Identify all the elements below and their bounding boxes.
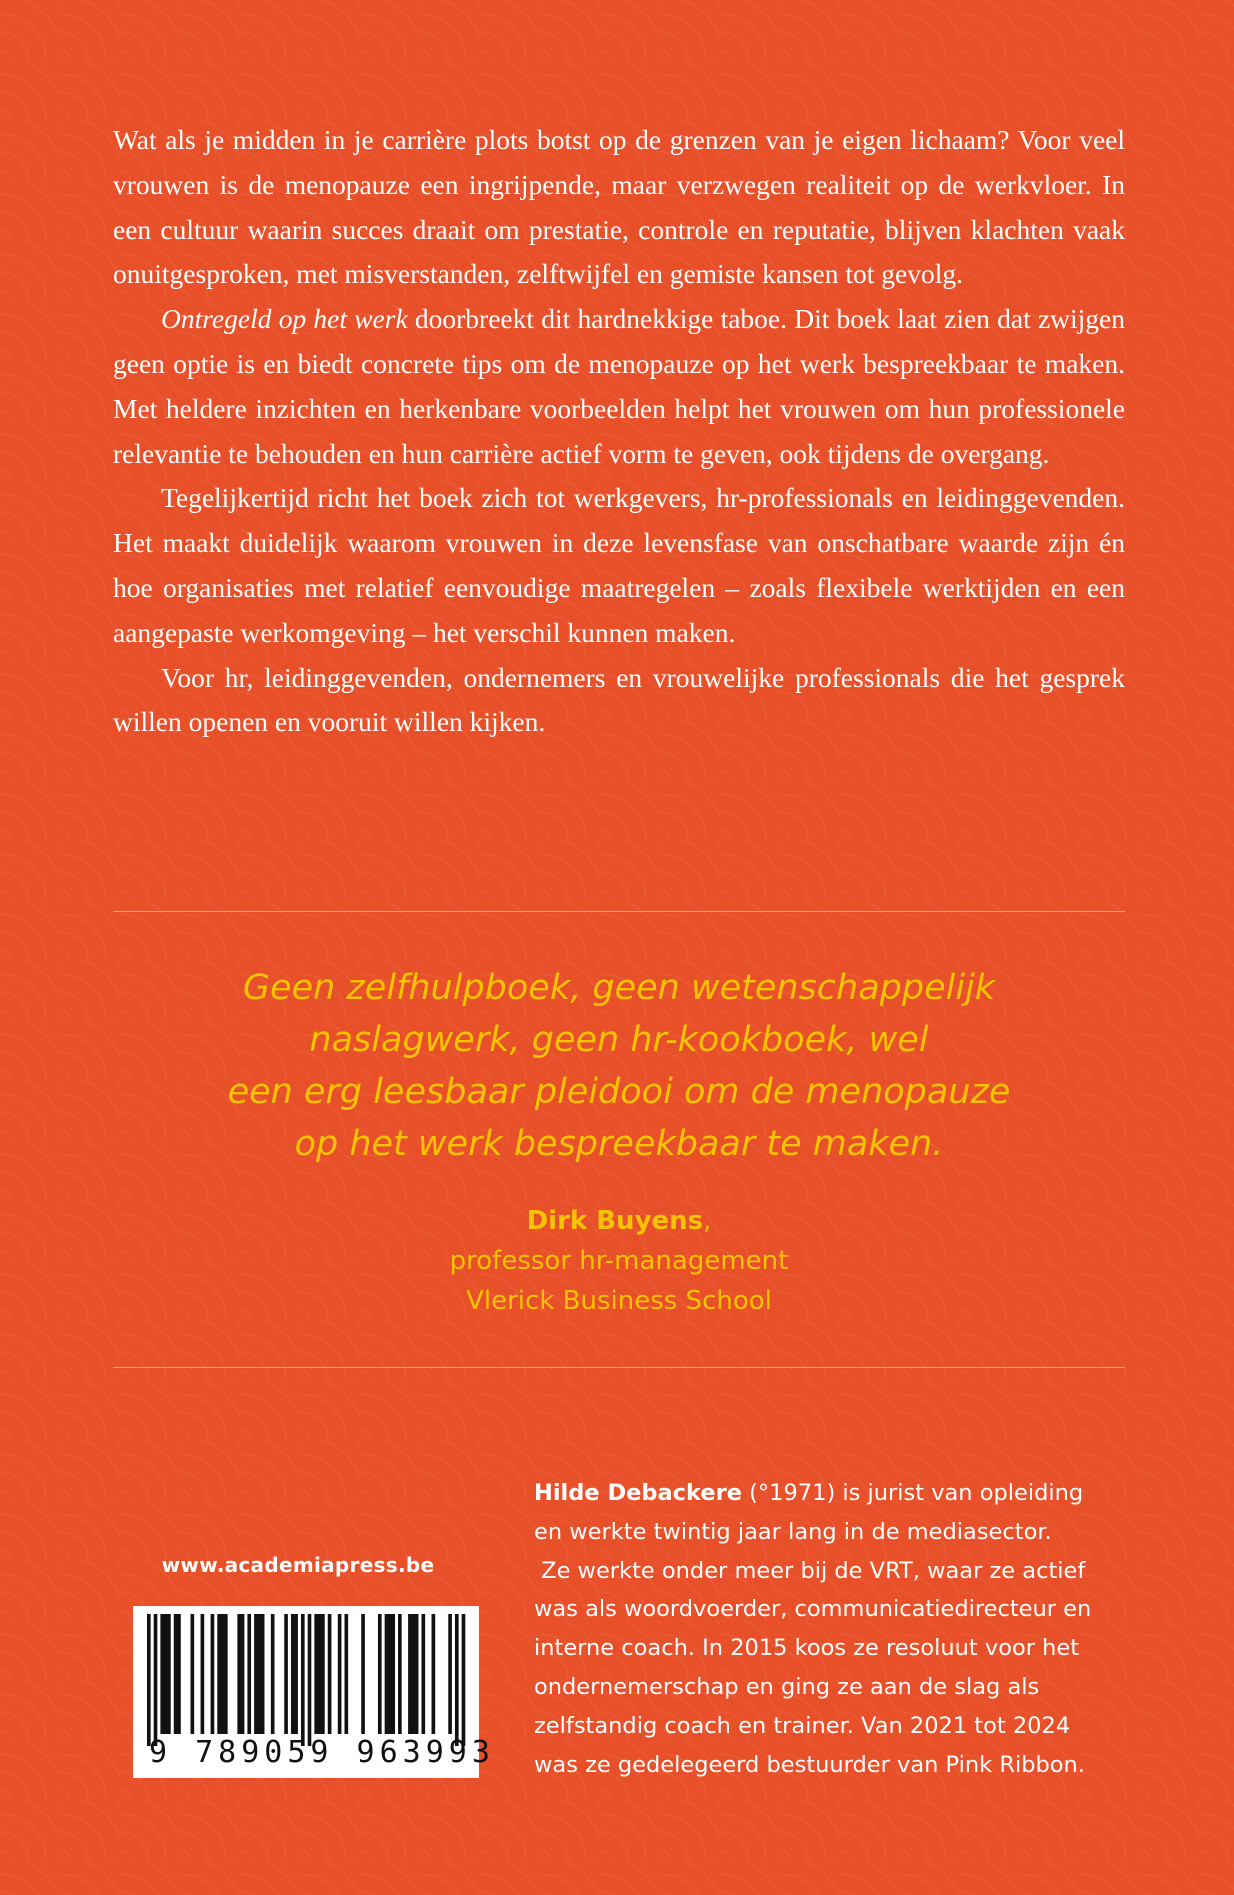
blurb-paragraph-3: Tegelijkertijd richt het boek zich tot werkgevers, hr-professionals en leidinggevenden. Het maakt duidelijk waarom vrouwen in deze levensfase van onschatbare waarde zijn én hoe organisaties met relatief eenvoudige maatregelen – zoals flexibele werktijden en een aangepaste werkomgeving – het verschil kunnen maken. bbox=[113, 482, 1125, 648]
author-name: Hilde Debackere bbox=[534, 1480, 742, 1506]
barcode-bar bbox=[254, 1614, 258, 1734]
blurb-text bbox=[113, 118, 1125, 745]
barcode-bar bbox=[201, 1614, 205, 1734]
quote-line-4: op het werk bespreekbaar te maken. bbox=[294, 1124, 944, 1164]
bio-line: was ze gedelegeerd bestuurder van Pink Ribbon. bbox=[534, 1751, 1085, 1778]
bio-line: was als woordvoerder, communicatiedirecteur en bbox=[534, 1596, 1092, 1623]
barcode-bar bbox=[221, 1614, 225, 1734]
barcode-bar bbox=[421, 1614, 425, 1734]
endorsement-quote bbox=[113, 962, 1125, 1170]
barcode-bar bbox=[432, 1614, 436, 1734]
barcode-bar bbox=[164, 1614, 168, 1734]
barcode-bar bbox=[314, 1614, 318, 1734]
barcode-bar bbox=[271, 1614, 275, 1734]
barcode-bar bbox=[237, 1614, 241, 1734]
barcode-bar bbox=[455, 1614, 459, 1746]
barcode-bar bbox=[301, 1614, 305, 1746]
blurb-paragraph-2 bbox=[113, 297, 1125, 476]
barcode-bar bbox=[448, 1614, 452, 1734]
blurb-paragraph-1: Wat als je midden in je carrière plots botst op de grenzen van je eigen lichaam? Voor veel vrouwen is de menopauze een ingrijpende, maar verzwegen realiteit op de werkvloer. In een cultuur waarin succes draait om prestatie, controle en reputatie, blijven klachten vaak onuitgesproken, met misverstanden, zelftwijfel en gemiste kansen tot gevolg. bbox=[113, 124, 1125, 290]
barcode-bar bbox=[160, 1614, 164, 1734]
barcode-bar bbox=[378, 1614, 382, 1734]
barcode-bar bbox=[361, 1614, 365, 1734]
barcode-bar bbox=[291, 1614, 295, 1734]
barcode-bar bbox=[385, 1614, 389, 1734]
author-bio bbox=[534, 1474, 1134, 1784]
barcode-bar bbox=[224, 1614, 228, 1734]
barcode-bar bbox=[408, 1614, 412, 1734]
barcode-bar bbox=[328, 1614, 332, 1734]
quote-line-1: Geen zelfhulpboek, geen wetenschappelijk bbox=[242, 968, 996, 1008]
quote-author-role: professor hr-management bbox=[449, 1246, 789, 1276]
bio-line: zelfstandig coach en trainer. Van 2021 tot 2024 bbox=[534, 1712, 1071, 1739]
barcode-bar bbox=[191, 1614, 195, 1734]
barcode-bar bbox=[321, 1614, 325, 1734]
barcode-bar bbox=[391, 1614, 395, 1734]
bio-line-1-rest: (°1971) is jurist van opleiding bbox=[742, 1480, 1084, 1506]
quote-author-suffix: , bbox=[703, 1206, 712, 1236]
barcode-bar bbox=[211, 1614, 215, 1734]
barcode-bar bbox=[294, 1614, 298, 1734]
quote-attribution bbox=[113, 1201, 1125, 1321]
divider-bottom bbox=[113, 1367, 1125, 1368]
barcode-bar bbox=[318, 1614, 322, 1734]
barcode-bar bbox=[257, 1614, 261, 1734]
divider-top bbox=[113, 911, 1125, 912]
barcode-bar bbox=[154, 1614, 158, 1746]
barcode-bar bbox=[241, 1614, 245, 1734]
quote-author-institution: Vlerick Business School bbox=[466, 1286, 772, 1316]
barcode-bar bbox=[167, 1614, 171, 1734]
barcode-bar bbox=[261, 1614, 265, 1734]
quote-line-3: een erg leesbaar pleidooi om de menopauze bbox=[227, 1072, 1011, 1112]
bio-line: ondernemerschap en ging ze aan de slag als bbox=[534, 1673, 1040, 1700]
bio-line: interne coach. In 2015 koos ze resoluut voor het bbox=[534, 1635, 1080, 1662]
barcode-bar bbox=[415, 1614, 419, 1734]
quote-line-2: naslagwerk, geen hr-kookboek, wel bbox=[309, 1020, 929, 1060]
blurb-paragraph-4: Voor hr, leidinggevenden, ondernemers en vrouwelijke professionals die het gesprek willen openen en vooruit willen kijken. bbox=[113, 661, 1125, 738]
isbn-barcode bbox=[133, 1606, 495, 1778]
quote-author-line bbox=[113, 1201, 1125, 1241]
barcode-bar bbox=[344, 1614, 348, 1734]
barcode-bar bbox=[398, 1614, 402, 1734]
barcode-bar bbox=[388, 1614, 392, 1734]
barcode-bar bbox=[411, 1614, 415, 1734]
book-title-italic: Ontregeld op het werk bbox=[161, 303, 408, 335]
barcode-bar bbox=[174, 1614, 178, 1734]
blurb-paragraph-2-text: doorbreekt dit hardnekkige taboe. Dit boek laat zien dat zwijgen geen optie is en biedt concrete tips om de menopauze op het werk bespreekbaar te maken. Met heldere inzichten en herkenbare voorbeelden helpt het vrouwen om hun professionele relevantie te behouden en hun carrière actief vorm te geven, ook tijdens de overgang. bbox=[113, 303, 1125, 469]
bio-line: Ze werkte onder meer bij de VRT, waar ze actief bbox=[534, 1557, 1086, 1584]
quote-author: Dirk Buyens bbox=[526, 1206, 704, 1236]
bio-line: en werkte twintig jaar lang in de mediasector. bbox=[534, 1518, 1052, 1545]
barcode-bar bbox=[217, 1614, 221, 1734]
bio-line-1 bbox=[534, 1474, 1134, 1513]
barcode-bar bbox=[284, 1614, 288, 1734]
barcode-bar bbox=[338, 1614, 342, 1734]
barcode-digits: 9 789059 963993 bbox=[149, 1735, 495, 1770]
barcode-bar bbox=[308, 1614, 312, 1746]
barcode-bar bbox=[247, 1614, 251, 1734]
barcode-bar bbox=[462, 1614, 466, 1746]
barcode-bar bbox=[147, 1614, 151, 1746]
barcode-bar bbox=[177, 1614, 181, 1734]
publisher-url: www.academiapress.be bbox=[161, 1553, 435, 1577]
